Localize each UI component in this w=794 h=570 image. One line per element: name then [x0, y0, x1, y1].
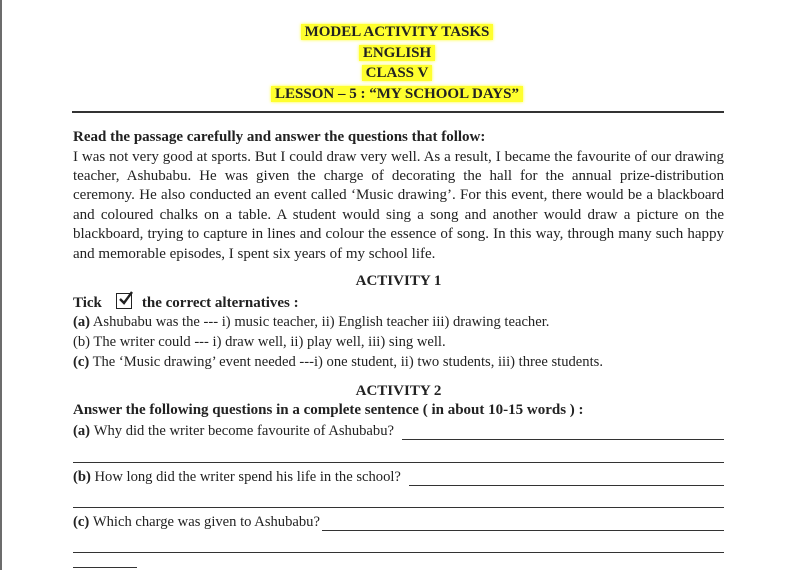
worksheet-body: [73, 128, 724, 553]
activity2-question-a: [73, 420, 724, 440]
question-label: (a): [73, 423, 91, 440]
question-text: Why did the writer become favourite of Ashubabu?: [93, 423, 394, 440]
question-label: (a): [73, 313, 91, 330]
activity1-question-c: [73, 353, 724, 373]
tick-word: Tick: [73, 294, 102, 311]
header-title: MODEL ACTIVITY TASKS: [301, 24, 494, 40]
activity1-question-a: [73, 313, 724, 333]
passage-text: I was not very good at sports. But I could draw very well. As a result, I became the favourite of our drawing teacher, Ashubabu. He was given the charge of decorating the hall for the annual prize-distribution ceremony. He also conducted an event called ‘Music drawing’. For this event, there would be a blackboard and coloured chalks on a table. A student would sing a song and another would draw a picture on the blackboard, trying to capture in lines and colour the essence of song. In this way, through many such happy and memorable episodes, I spent six years of my school life.: [73, 148, 724, 262]
activity1-heading: ACTIVITY 1: [355, 272, 442, 289]
document-header: [0, 22, 794, 104]
question-label: (c): [73, 353, 90, 370]
question-text: The writer could --- i) draw well, ii) play well, iii) sing well.: [93, 333, 446, 350]
question-text: The ‘Music drawing’ event needed ---i) one student, ii) two students, iii) three students.: [92, 353, 603, 370]
question-text: Which charge was given to Ashubabu?: [92, 514, 320, 531]
activity1-instruction-line: [73, 294, 724, 313]
question-label: (b): [73, 469, 91, 486]
activity2-instruction: Answer the following questions in a complete sentence ( in about 10-15 words ) :: [73, 402, 584, 419]
answer-line[interactable]: [73, 506, 724, 508]
header-class: CLASS V: [362, 65, 433, 81]
header-divider: [72, 111, 724, 113]
activity1-question-b: [73, 333, 724, 353]
answer-line[interactable]: [322, 516, 724, 531]
question-text: Ashubabu was the --- i) music teacher, ii) English teacher iii) drawing teacher.: [92, 313, 550, 330]
answer-line[interactable]: [402, 425, 724, 440]
activity1-instruction: the correct alternatives :: [141, 294, 299, 311]
answer-line[interactable]: [73, 461, 724, 463]
question-label: (b): [73, 333, 91, 350]
passage-instruction: Read the passage carefully and answer the questions that follow:: [73, 129, 486, 145]
answer-line[interactable]: [73, 567, 137, 568]
activity2-heading: ACTIVITY 2: [355, 383, 442, 400]
activity2-question-b: [73, 466, 724, 486]
checkbox-tick-icon: [116, 293, 132, 309]
question-text: How long did the writer spend his life in the school?: [94, 469, 401, 486]
question-label: (c): [73, 514, 90, 531]
answer-line[interactable]: [73, 551, 724, 553]
activity2-question-c: [73, 511, 724, 531]
answer-line[interactable]: [409, 471, 724, 486]
header-lesson: LESSON – 5 : “MY SCHOOL DAYS”: [271, 86, 523, 102]
header-subject: ENGLISH: [359, 45, 435, 61]
